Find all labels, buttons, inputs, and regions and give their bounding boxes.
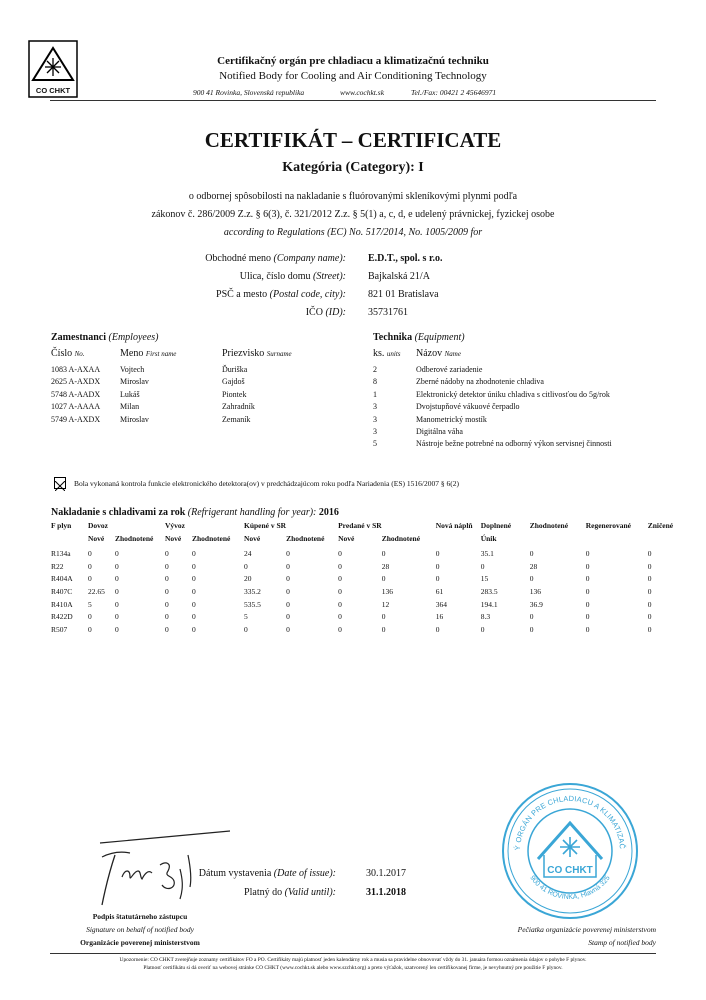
handling-cell: 0 — [165, 574, 169, 584]
handling-header-cell: Dovoz — [88, 521, 108, 530]
equipment-cell: 8 — [373, 377, 377, 387]
employee-cell: Piontek — [222, 389, 247, 399]
handling-cell: 0 — [192, 624, 196, 634]
equipment-cell: Nástroje bežne potrebné na odborný výkon servisnej činnosti — [416, 439, 612, 449]
handling-cell: 0 — [286, 561, 290, 571]
issuer-web: www.cochkt.sk — [340, 88, 385, 97]
handling-row — [51, 624, 678, 637]
company-value: Bajkalská 21/A — [368, 271, 430, 282]
handling-cell: 0 — [480, 561, 485, 571]
equipment-col-name-en: Name — [444, 350, 461, 358]
handling-cell: 0 — [585, 574, 590, 584]
equipment-cell: 2 — [373, 365, 377, 374]
handling-subheader-cell — [530, 533, 586, 546]
handling-group-header — [51, 520, 678, 533]
company-value: 35731761 — [368, 307, 408, 318]
handling-cell: 0 — [338, 561, 342, 571]
company-field-label — [216, 289, 346, 300]
handling-cell: 0 — [585, 561, 590, 571]
equipment-row — [373, 389, 656, 401]
handling-header-cell: Kúpené v SR — [244, 521, 287, 530]
valid-date-label-en: (Valid until): — [284, 887, 336, 898]
employees-col-no-en: No. — [74, 350, 85, 358]
equipment-cell: 3 — [373, 427, 377, 437]
employee-cell: Zahradník — [222, 402, 255, 412]
stamp-label-en: Stamp of notified body — [588, 938, 656, 947]
handling-subheader-cell: Nové — [88, 533, 105, 543]
employee-cell: 2625 A-AXDX — [51, 377, 101, 387]
handling-cell: 0 — [435, 624, 440, 634]
handling-cell: 0 — [647, 612, 652, 622]
logo-text: CO CHKT — [35, 86, 71, 95]
equipment-row — [373, 376, 656, 388]
handling-subheader-cell — [648, 533, 678, 546]
issuer-phone: Tel./Fax: 00421 2 45646971 — [411, 88, 497, 97]
equipment-col-name: Názov — [416, 348, 443, 359]
handling-cell: 0 — [286, 586, 290, 596]
handling-cell: R422D — [51, 612, 73, 622]
handling-cell: 36.9 — [529, 599, 543, 609]
equipment-table — [373, 364, 656, 451]
handling-subheader-cell: Zhodnotené — [286, 533, 325, 543]
handling-table — [51, 520, 678, 636]
valid-date-label: Platný do — [244, 887, 283, 898]
handling-sub-header — [51, 533, 678, 546]
employee-cell: 5748 A-AADX — [51, 389, 101, 399]
company-row — [0, 289, 706, 305]
company-label-en: (ID): — [325, 307, 346, 318]
handling-cell: 0 — [435, 549, 440, 559]
stamp-ring-text: Ý ORGÁN PRE CHLADIACU A KLIMATIZAČ — [512, 793, 628, 851]
handling-cell: 0 — [115, 624, 119, 634]
company-label-en: (Street): — [313, 271, 346, 282]
issuer-address: 900 41 Rovinka, Slovenská republika — [193, 88, 305, 97]
employee-cell: 1027 A-AAAA — [51, 402, 101, 412]
handling-subheader-cell: Nové — [165, 533, 182, 543]
employees-col-surname: Priezvisko — [222, 348, 265, 359]
handling-cell: 0 — [88, 624, 92, 634]
handling-cell: 0 — [192, 599, 196, 609]
company-row — [0, 307, 706, 323]
employee-cell: 5749 A-AXDX — [51, 414, 101, 424]
employees-title-en: (Employees) — [108, 332, 159, 343]
company-block — [0, 253, 706, 323]
handling-cell: 0 — [647, 624, 652, 634]
certificate-title: CERTIFIKÁT – CERTIFICATE — [204, 128, 502, 152]
equipment-cell: 3 — [373, 402, 377, 412]
handling-cell: 16 — [435, 612, 444, 622]
handling-cell: 20 — [244, 574, 252, 584]
handling-cell: 0 — [338, 612, 342, 622]
handling-cell: 61 — [435, 586, 444, 596]
handling-cell: 0 — [165, 624, 169, 634]
issue-date-value: 30.1.2017 — [366, 868, 406, 879]
handling-cell: 0 — [647, 561, 652, 571]
equipment-row — [373, 438, 656, 450]
employees-col-name: Meno — [120, 348, 144, 359]
equipment-cell: Odberové zariadenie — [416, 365, 483, 374]
handling-cell: 0 — [115, 561, 119, 571]
valid-date-value: 31.1.2018 — [366, 887, 406, 898]
handling-cell: 0 — [115, 574, 119, 584]
equipment-cell: Dvojstupňové vákuové čerpadlo — [416, 402, 520, 412]
company-row — [0, 253, 706, 269]
certificate-text-3: according to Regulations (EC) No. 517/2014, No. 1005/2009 for — [223, 227, 483, 238]
handling-title: Nakladanie s chladivami za rok — [51, 507, 186, 518]
handling-cell: 0 — [381, 624, 386, 634]
handling-cell: 0 — [244, 624, 248, 634]
employees-col-surname-en: Surname — [266, 350, 292, 358]
employee-cell: Milan — [120, 402, 140, 412]
handling-header-cell: Zhodnotené — [529, 521, 569, 530]
handling-header-cell: Zničené — [647, 521, 674, 530]
handling-cell: 335.2 — [244, 586, 261, 596]
handling-row — [51, 599, 678, 612]
company-row — [0, 271, 706, 287]
footer-divider — [50, 953, 656, 954]
handling-row — [51, 573, 678, 586]
handling-row — [51, 611, 678, 624]
company-label: PSČ a mesto — [216, 289, 268, 300]
handling-subheader-cell: Zhodnotené — [115, 533, 154, 543]
handling-cell: 0 — [88, 574, 92, 584]
handling-cell: R134a — [51, 549, 71, 559]
equipment-cell: Digitálna váha — [416, 427, 463, 437]
handling-cell: 0 — [115, 612, 119, 622]
handling-cell: 0 — [88, 561, 92, 571]
handling-cell: 5 — [244, 612, 248, 622]
handling-cell: 0 — [647, 549, 652, 559]
equipment-header — [373, 348, 653, 362]
employee-cell: Miroslav — [120, 414, 149, 424]
handling-subheader-cell: Nové — [244, 533, 261, 543]
employee-row — [51, 389, 342, 401]
handling-row — [51, 561, 678, 574]
footer-line-2: Platnosť certifikátu si dá overiť na webovej stránke CO CHKT (www.cochkt.sk alebo www.szchkt.org) a preto výťažok, uzatvorený len certifikovanej firme, je nevyhnutný pre použitie F plynov. — [143, 965, 563, 971]
issue-date-label: Dátum vystavenia — [198, 868, 272, 879]
handling-cell: 0 — [647, 599, 652, 609]
handling-cell: 0 — [286, 549, 290, 559]
handling-cell: 0 — [480, 624, 485, 634]
detector-check-text: Bola vykonaná kontrola funkcie elektronického detektora(ov) v predchádzajúcom roku podľa Nariadenia (ES) 1516/2007 § 6(2) — [74, 479, 460, 488]
header-divider — [50, 100, 656, 101]
handling-subheader-cell — [51, 533, 88, 546]
equipment-cell: 5 — [373, 439, 377, 449]
equipment-row — [373, 414, 656, 426]
handling-cell: 535.5 — [244, 599, 261, 609]
handling-cell: 0 — [435, 574, 440, 584]
handling-cell: 0 — [338, 586, 342, 596]
handling-subheader-cell: Zhodnotené — [381, 533, 421, 543]
handling-subheader-cell — [436, 533, 481, 546]
company-label: Ulica, číslo domu — [239, 271, 311, 282]
handling-cell: 0 — [529, 549, 534, 559]
handling-cell: 0 — [338, 624, 342, 634]
footer-line-1: Upozornenie: CO CHKT zverejňuje zoznamy certifikátov FO a PO. Certifikáty majú platnosť jeden kalendárny rok a musia sa pravidelne obnovovať vždy do 31. januára formou oznámenia údajov o pohybe F plynov. — [119, 957, 587, 963]
employee-cell: Gajdoš — [222, 377, 245, 387]
handling-cell: 0 — [529, 624, 534, 634]
equipment-cell: Zberné nádoby na zhodnotenie chladiva — [416, 377, 544, 387]
handling-cell: 194.1 — [480, 599, 498, 609]
handling-subheader-cell: Únik — [480, 533, 497, 543]
handling-cell: 35.1 — [480, 549, 494, 559]
equipment-col-qty: ks. — [373, 348, 385, 359]
equipment-cell: 3 — [373, 414, 377, 424]
handling-cell: 12 — [381, 599, 390, 609]
employee-cell: 1083 A-AXAA — [51, 365, 101, 374]
handling-cell: 0 — [88, 612, 92, 622]
employee-cell: Zemaník — [222, 414, 251, 424]
handling-cell: 0 — [165, 599, 169, 609]
handling-row — [51, 548, 678, 561]
company-field-label — [205, 253, 346, 264]
detector-check-box[interactable] — [54, 477, 66, 489]
handling-cell: 0 — [115, 586, 119, 596]
handling-cell: 0 — [435, 561, 440, 571]
handling-cell: 0 — [165, 549, 169, 559]
employee-row — [51, 376, 342, 388]
certificate-text-2: zákonov č. 286/2009 Z.z. § 6(3), č. 321/2012 Z.z. § 5(1) a, c, d, e udelený právnickej, fyzickej osobe — [151, 209, 555, 220]
employees-title-row — [51, 332, 158, 343]
handling-cell: 364 — [435, 599, 447, 609]
stamp-bottom-text: 900 41 ROVINKA, Hlavná 325 — [528, 874, 612, 902]
employee-cell: Vojtech — [120, 365, 145, 374]
equipment-row — [373, 426, 656, 438]
handling-header-cell — [192, 520, 244, 533]
handling-title-row — [51, 507, 339, 518]
employee-row — [51, 414, 342, 426]
equipment-row — [373, 364, 656, 376]
handling-title-en: (Refrigerant handling for year): — [187, 507, 317, 518]
handling-cell: 0 — [286, 574, 290, 584]
handling-cell: 22.65 — [88, 586, 105, 596]
equipment-title: Technika — [373, 332, 413, 343]
handling-subheader-cell — [586, 533, 648, 546]
handling-cell: 0 — [286, 624, 290, 634]
handling-cell: 24 — [244, 549, 252, 559]
employees-col-no: Číslo — [51, 348, 73, 359]
handling-cell: 0 — [585, 586, 590, 596]
handling-cell: 0 — [585, 612, 590, 622]
handling-cell: 0 — [529, 612, 534, 622]
handling-cell: 136 — [381, 586, 393, 596]
handling-cell: 0 — [286, 612, 290, 622]
employee-row — [51, 401, 342, 413]
handling-cell: 0 — [647, 574, 652, 584]
handling-year: 2016 — [318, 507, 339, 518]
equipment-col-qty-en: units — [386, 350, 401, 358]
handling-cell: 28 — [529, 561, 538, 571]
stamp-label-sk: Pečiatka organizácie poverenej ministerstvom — [517, 925, 656, 934]
check-mark-icon — [55, 481, 65, 491]
stamp-center-text: CO CHKT — [547, 865, 593, 876]
employees-title: Zamestnanci — [51, 332, 106, 343]
company-value: 821 01 Bratislava — [368, 289, 439, 300]
issuer-title-sk: Certifikačný orgán pre chladiacu a klimatizačnú techniku — [217, 55, 489, 67]
handling-cell: 0 — [381, 612, 386, 622]
organization-label: Organizácie poverenej ministerstvom — [80, 938, 200, 947]
handling-header-cell — [115, 520, 165, 533]
handling-header-cell: Nová náplň — [435, 521, 473, 530]
company-label: Obchodné meno — [205, 253, 272, 264]
handling-cell: 0 — [115, 549, 119, 559]
company-label-en: (Postal code, city): — [269, 289, 346, 300]
employees-header — [51, 348, 341, 362]
handling-header-cell: Vývoz — [165, 521, 185, 530]
handling-cell: 0 — [192, 612, 196, 622]
official-stamp — [500, 781, 640, 921]
handling-cell: 0 — [244, 561, 248, 571]
equipment-cell: Elektronický detektor úniku chladiva s citlivosťou do 5g/rok — [416, 389, 610, 399]
certificate-category: Kategória (Category): I — [282, 160, 424, 175]
handling-cell: 0 — [585, 624, 590, 634]
employees-col-name-en: First name — [145, 350, 177, 358]
equipment-row — [373, 401, 656, 413]
handling-cell: 0 — [585, 549, 590, 559]
handling-cell: R404A — [51, 574, 73, 584]
handling-row — [51, 586, 678, 599]
handling-cell: 0 — [192, 549, 196, 559]
handling-cell: 0 — [286, 599, 290, 609]
handling-header-cell: Regenerované — [585, 521, 631, 530]
handling-cell: 283.5 — [480, 586, 498, 596]
handling-cell: 0 — [338, 549, 342, 559]
equipment-cell: Manometrický mostík — [416, 414, 487, 424]
handling-cell: 0 — [88, 549, 92, 559]
handling-cell: 28 — [381, 561, 390, 571]
handling-cell: 5 — [88, 599, 92, 609]
handling-cell: 0 — [585, 599, 590, 609]
company-field-label — [306, 307, 346, 318]
handling-header-cell: Doplnené — [480, 521, 512, 530]
handling-cell: 0 — [192, 586, 196, 596]
handling-cell: 0 — [647, 586, 652, 596]
company-value: E.D.T., spol. s r.o. — [368, 253, 443, 264]
handling-cell: 0 — [165, 612, 169, 622]
issue-date-label-en: (Date of issue): — [273, 868, 336, 879]
issuer-title-en: Notified Body for Cooling and Air Conditioning Technology — [219, 70, 487, 82]
handling-subheader-cell: Nové — [338, 533, 355, 543]
handling-cell: R410A — [51, 599, 73, 609]
company-field-label — [240, 271, 346, 282]
handling-cell: 8.3 — [480, 612, 491, 622]
employees-table — [51, 364, 342, 426]
svg-text:900 41 ROVINKA, Hlavná 325 — [528, 875, 611, 901]
employee-cell: Miroslav — [120, 377, 149, 387]
handling-header-cell — [286, 520, 338, 533]
handling-cell: 0 — [192, 561, 196, 571]
handling-header-cell: Predané v SR — [338, 521, 382, 530]
employee-cell: Lukáš — [120, 389, 140, 399]
handling-cell: R407C — [51, 586, 73, 596]
handling-cell: 15 — [480, 574, 489, 584]
handling-cell: 0 — [192, 574, 196, 584]
company-label-en: (Company name): — [273, 253, 346, 264]
handling-header-cell — [382, 520, 436, 533]
handling-header-cell: F plyn — [51, 521, 72, 530]
handling-cell: 0 — [165, 586, 169, 596]
equipment-title-en: (Equipment) — [414, 332, 465, 343]
employee-row — [51, 364, 342, 376]
handling-cell: 136 — [529, 586, 541, 596]
handling-cell: 0 — [338, 599, 342, 609]
handling-cell: 0 — [381, 549, 386, 559]
handling-cell: 0 — [115, 599, 119, 609]
signature-label-en: Signature on behalf of notified body — [86, 925, 194, 934]
equipment-title-row — [373, 332, 465, 343]
handling-cell: 0 — [165, 561, 169, 571]
signature-label-sk: Podpis štatutárneho zástupcu — [92, 912, 188, 921]
handling-subheader-cell: Zhodnotené — [192, 533, 231, 543]
certificate-text-1: o odbornej spôsobilosti na nakladanie s fluórovanými skleníkovými plynmi podľa — [188, 191, 518, 202]
handling-cell: 0 — [338, 574, 342, 584]
handling-cell: 0 — [529, 574, 534, 584]
handling-cell: 0 — [381, 574, 386, 584]
handling-cell: R22 — [51, 561, 64, 571]
company-label: IČO — [305, 307, 323, 318]
handling-cell: R507 — [51, 624, 68, 634]
employee-cell: Ďuriška — [222, 365, 248, 374]
equipment-cell: 1 — [373, 389, 377, 399]
